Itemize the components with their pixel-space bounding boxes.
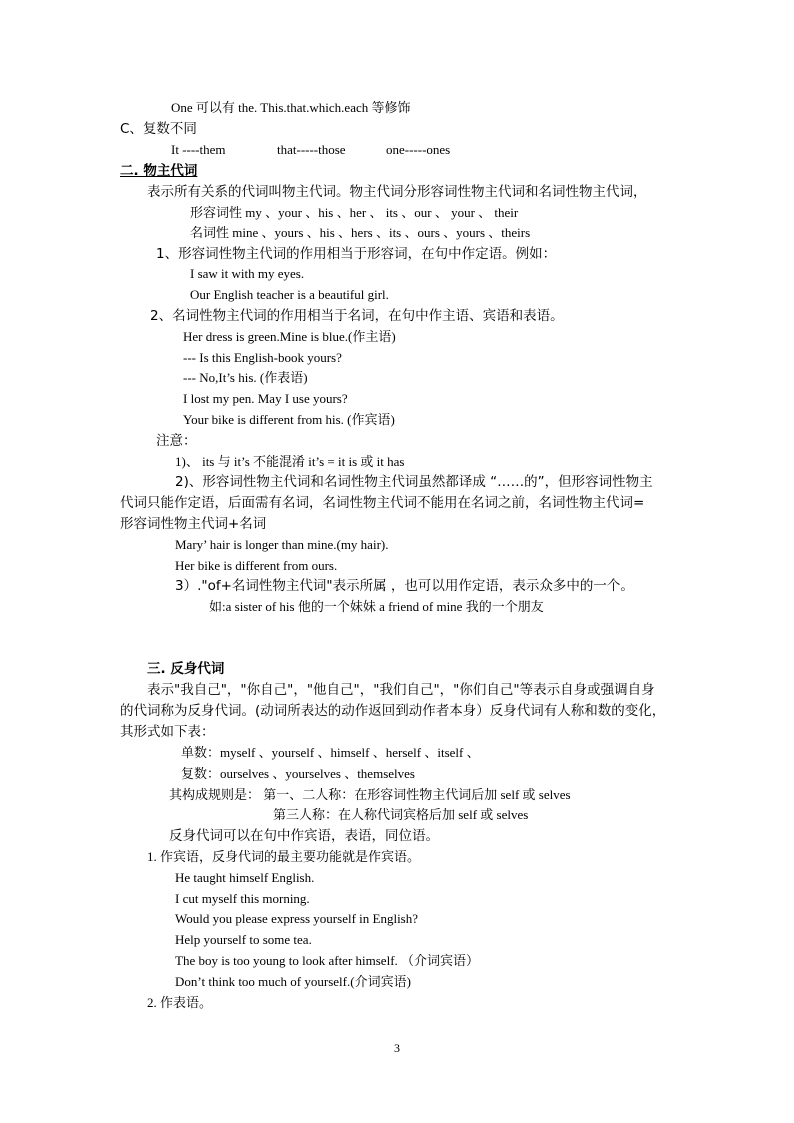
example-sentence: Help yourself to some tea. bbox=[175, 932, 312, 947]
example-sentence: Our English teacher is a beautiful girl. bbox=[190, 287, 389, 302]
text-line: 表示"我自己"，"你自己"，"他自己"，"我们自己"，"你们自己"等表示自身或强调自身 bbox=[147, 682, 655, 698]
example-sentence: I saw it with my eyes. bbox=[190, 266, 305, 281]
text-line: 如:a sister of his 他的一个妹妹 a friend of mine 我的一个朋友 bbox=[209, 599, 544, 614]
text-line: 代词只能作定语，后面需有名词，名词性物主代词不能用在名词之前，名词性物主代词= bbox=[120, 495, 645, 511]
text-line: 2、名词性物主代词的作用相当于名词，在句中作主语、宾语和表语。 bbox=[150, 308, 564, 324]
example-sentence: Your bike is different from his. (作宾语) bbox=[183, 412, 395, 427]
example-sentence: I lost my pen. May I use yours? bbox=[183, 391, 348, 406]
text-line: One 可以有 the. This.that.which.each 等修饰 bbox=[171, 100, 411, 115]
example-sentence: Don’t think too much of yourself.(介词宾语) bbox=[175, 974, 411, 989]
text-line: one-----ones bbox=[386, 142, 451, 157]
text-line: 形容词性 my 、your 、his 、her 、 its 、our 、 your 、 their bbox=[190, 205, 519, 220]
example-sentence: Her bike is different from ours. bbox=[175, 558, 338, 573]
example-sentence: Would you please express yourself in English? bbox=[175, 911, 419, 926]
section-heading: 二. 物主代词 bbox=[120, 163, 198, 179]
text-line: 其形式如下表： bbox=[120, 724, 215, 740]
example-sentence: The boy is too young to look after himself. （介词宾语） bbox=[175, 953, 480, 968]
text-line: 表示所有关系的代词叫物主代词。物主代词分形容词性物主代词和名词性物主代词， bbox=[147, 184, 647, 200]
text-line: 单数：myself 、yourself 、himself 、herself 、itself 、 bbox=[181, 745, 480, 760]
text-line: 形容词性物主代词+名词 bbox=[120, 516, 267, 532]
text-line: 2)、形容词性物主代词和名词性物主代词虽然都译成 “……的”，但形容词性物主 bbox=[175, 474, 653, 490]
text-line: 1. 作宾语，反身代词的最主要功能就是作宾语。 bbox=[147, 849, 421, 864]
example-sentence: --- Is this English-book yours? bbox=[183, 350, 342, 365]
text-line: 其构成规则是： 第一、二人称：在形容词性物主代词后加 self 或 selves bbox=[169, 787, 571, 802]
example-sentence: Mary’ hair is longer than mine.(my hair). bbox=[175, 537, 389, 552]
page-number: 3 bbox=[394, 1041, 400, 1055]
text-line: 的代词称为反身代词。(动词所表达的动作返回到动作者本身）反身代词有人称和数的变化， bbox=[120, 703, 666, 719]
text-line: 名词性 mine 、yours 、his 、hers 、its 、ours 、yours 、theirs bbox=[190, 225, 531, 240]
text-line: 1)、 its 与 it’s 不能混淆 it’s = it is 或 it has bbox=[175, 454, 405, 469]
text-line: 3）."of+名词性物主代词"表示所属 ，也可以用作定语，表示众多中的一个。 bbox=[175, 578, 634, 594]
text-line: 1、形容词性物主代词的作用相当于形容词，在句中作定语。例如： bbox=[156, 246, 557, 262]
example-sentence: --- No,It’s his. (作表语) bbox=[183, 370, 308, 385]
text-line: C、复数不同 bbox=[120, 121, 197, 137]
text-line: 2. 作表语。 bbox=[147, 995, 213, 1010]
text-line: It ----them bbox=[171, 142, 226, 157]
section-heading: 三. 反身代词 bbox=[147, 661, 225, 677]
example-sentence: Her dress is green.Mine is blue.(作主语) bbox=[183, 329, 396, 344]
text-line: 复数：ourselves 、yourselves 、themselves bbox=[181, 766, 415, 781]
text-line: 第三人称：在人称代词宾格后加 self 或 selves bbox=[273, 807, 529, 822]
example-sentence: I cut myself this morning. bbox=[175, 891, 310, 906]
text-line: that-----those bbox=[277, 142, 346, 157]
example-sentence: He taught himself English. bbox=[175, 870, 315, 885]
text-line: 反身代词可以在句中作宾语，表语，同位语。 bbox=[169, 828, 439, 844]
text-line: 注意： bbox=[156, 433, 197, 449]
